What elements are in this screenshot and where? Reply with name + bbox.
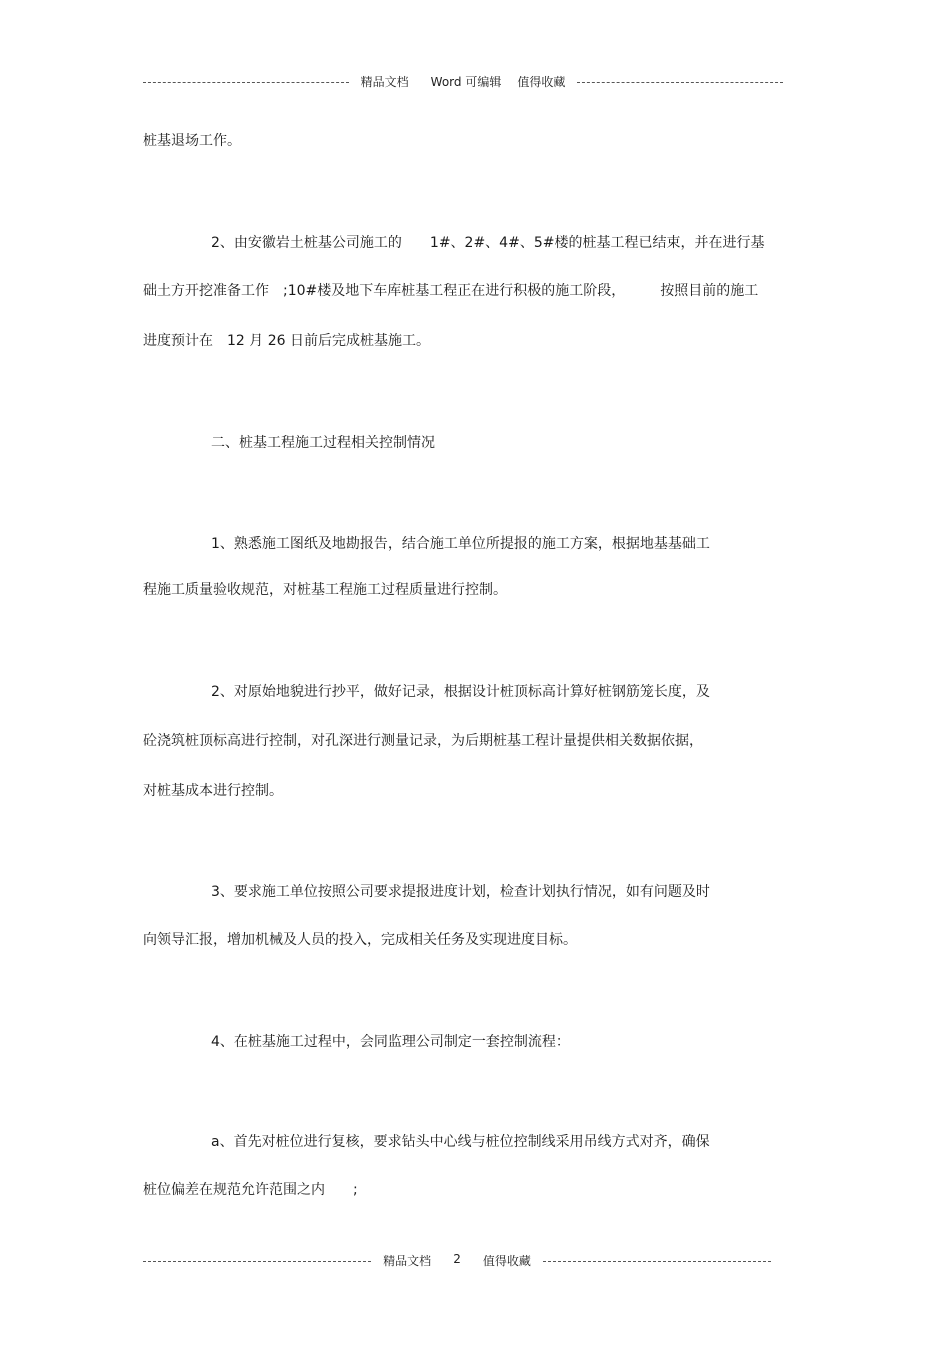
footer-page-number: 2 xyxy=(453,1252,461,1266)
text-line: 进度预计在 12 月 26 日前后完成桩基施工。 xyxy=(143,333,430,349)
text-line: 2、由安徽岩土桩基公司施工的 1#、2#、4#、5#楼的桩基工程已结束，并在进行基 xyxy=(211,235,765,251)
text-line: 2、对原始地貌进行抄平，做好记录，根据设计桩顶标高计算好桩钢筋笼长度，及 xyxy=(211,684,710,700)
text-line: a、首先对桩位进行复核，要求钻头中心线与桩位控制线采用吊线方式对齐，确保 xyxy=(211,1134,710,1150)
page-header xyxy=(143,73,783,90)
text-line: 向领导汇报，增加机械及人员的投入，完成相关任务及实现进度目标。 xyxy=(143,932,577,948)
header-right-text: 值得收藏 xyxy=(517,75,566,89)
text-line: 1、熟悉施工图纸及地勘报告，结合施工单位所提报的施工方案，根据地基基础工 xyxy=(211,536,710,552)
page-footer xyxy=(143,1252,771,1269)
text-line: 3、要求施工单位按照公司要求提报进度计划，检查计划执行情况，如有问题及时 xyxy=(211,884,710,900)
text-line: 对桩基成本进行控制。 xyxy=(143,783,283,799)
header-dash-right xyxy=(577,82,783,83)
text-line: 桩基退场工作。 xyxy=(143,133,241,149)
text-line: 程施工质量验收规范，对桩基工程施工过程质量进行控制。 xyxy=(143,582,507,598)
footer-dash-left xyxy=(143,1261,371,1262)
footer-left-text: 精品文档 xyxy=(383,1254,432,1268)
header-left-text: 精品文档 xyxy=(360,75,409,89)
text-line: 4、在桩基施工过程中，会同监理公司制定一套控制流程： xyxy=(211,1034,570,1050)
header-text xyxy=(349,73,578,90)
footer-dash-right xyxy=(543,1261,771,1262)
text-line: 桩位偏差在规范允许范围之内 ; xyxy=(143,1182,358,1198)
text-line: 砼浇筑桩顶标高进行控制，对孔深进行测量记录，为后期桩基工程计量提供相关数据依据， xyxy=(143,733,703,749)
text-line: 础土方开挖准备工作 ;10#楼及地下车库桩基工程正在进行积极的施工阶段， 按照目前的施工 xyxy=(143,283,759,299)
footer-text xyxy=(371,1252,543,1269)
header-dash-left xyxy=(143,82,349,83)
footer-right-text: 值得收藏 xyxy=(482,1254,531,1268)
header-middle-text: Word 可编辑 xyxy=(430,75,502,89)
section-heading: 二、桩基工程施工过程相关控制情况 xyxy=(211,435,435,451)
